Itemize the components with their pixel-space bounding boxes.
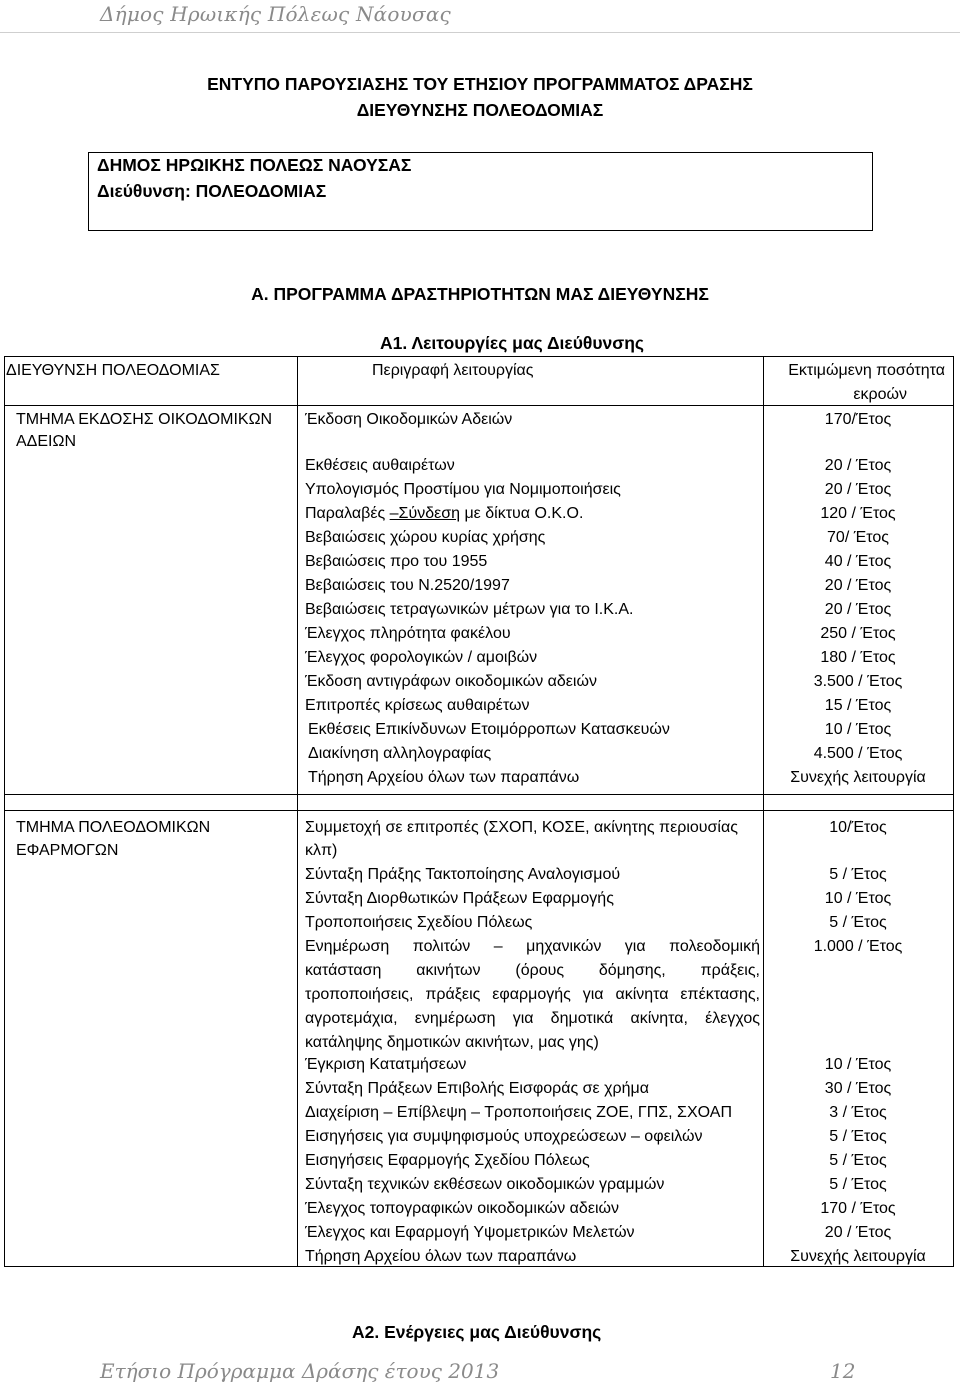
dept2-long-row-line: τροποποιήσεις, πράξεις εφαρμογής για ακίνητα επέκτασης, xyxy=(305,986,760,1003)
dept1-row-desc: Έλεγχος φορολογικών / αμοιβών xyxy=(305,649,538,666)
dept1-row-desc: Τήρηση Αρχείου όλων των παραπάνω xyxy=(308,769,580,786)
dept1-row-qty: 4.500 / Έτος xyxy=(813,745,903,762)
dept2-long-row-line: Ενημέρωση πολιτών – μηχανικών για πολεοδομική xyxy=(305,938,760,955)
dept2-row-desc: Σύνταξη Πράξης Τακτοποίησης Αναλογισμού xyxy=(305,866,621,883)
dept1-row-desc: Εκθέσεις αυθαιρέτων xyxy=(305,457,455,474)
table-col-divider-2 xyxy=(763,356,764,1266)
table-top-rule xyxy=(4,356,954,357)
dept2-row-desc: Έλεγχος και Εφαρμογή Υψομετρικών Μελετών xyxy=(305,1224,635,1241)
dept2-row-qty: 10 / Έτος xyxy=(824,1056,892,1073)
dept2-row-qty: 5 / Έτος xyxy=(829,914,887,931)
dept2-row1-qty: 10/Έτος xyxy=(829,819,887,836)
table-header-rule xyxy=(4,405,954,406)
underlined-text: –Σύνδεση xyxy=(389,505,461,522)
dept2-long-row-line: κατάσταση ακινήτων (όρους δόμησης, πράξεις, xyxy=(305,962,760,979)
dept1-row-qty: Συνεχής λειτουργία xyxy=(790,769,926,786)
dept2-row-qty: 30 / Έτος xyxy=(824,1080,892,1097)
dept2-row-desc: Σύνταξη Διορθωτικών Πράξεων Εφαρμογής xyxy=(305,890,614,907)
dept2-name-line1: ΤΜΗΜΑ ΠΟΛΕΟΔΟΜΙΚΩΝ xyxy=(16,819,211,836)
dept2-row1-desc-line2: κλπ) xyxy=(305,842,338,859)
dept2-row-qty: 20 / Έτος xyxy=(824,1224,892,1241)
section-a1-title: Α1. Λειτουργίες μας Διεύθυνσης xyxy=(380,333,645,353)
dept2-row-qty: 3 / Έτος xyxy=(829,1104,887,1121)
dept1-row-qty: 20 / Έτος xyxy=(824,457,892,474)
col3-header-line1: Εκτιμώμενη ποσότητα xyxy=(788,362,945,379)
dept1-row-qty: 15 / Έτος xyxy=(824,697,892,714)
table-dept-rule-bottom xyxy=(4,810,954,811)
dept2-row-desc: Διαχείριση – Επίβλεψη – Τροποποιήσεις ΖΟΕ, ΓΠΣ, ΣΧΟΑΠ xyxy=(305,1104,732,1121)
dept2-row-qty: 170 / Έτος xyxy=(820,1200,896,1217)
dept1-row-desc: Βεβαιώσεις χώρου κυρίας χρήσης xyxy=(305,529,546,546)
table-border-left xyxy=(4,356,5,1266)
section-a2-title: Α2. Ενέργειες μας Διεύθυνσης xyxy=(352,1322,602,1342)
dept1-row-qty: 20 / Έτος xyxy=(824,601,892,618)
dept1-row-desc: Εκθέσεις Επικίνδυνων Ετοιμόρροπων Κατασκευών xyxy=(308,721,670,738)
col3-header-line2: εκροών xyxy=(853,386,907,403)
table-dept-rule-top xyxy=(4,794,954,795)
dept1-row-qty: 250 / Έτος xyxy=(820,625,896,642)
municipality-name: ΔΗΜΟΣ ΗΡΩΙΚΗΣ ΠΟΛΕΩΣ ΝΑΟΥΣΑΣ xyxy=(97,155,412,175)
col2-header: Περιγραφή λειτουργίας xyxy=(372,362,534,379)
dept2-row-desc: Έγκριση Κατατμήσεων xyxy=(305,1056,467,1073)
dept1-row-qty: 180 / Έτος xyxy=(820,649,896,666)
dept2-row-desc: Τροποποιήσεις Σχεδίου Πόλεως xyxy=(305,914,533,931)
dept1-row-qty: 70/ Έτος xyxy=(827,529,889,546)
table-col-divider-1 xyxy=(297,356,298,1266)
dept1-row-desc: Βεβαιώσεις του Ν.2520/1997 xyxy=(305,577,510,594)
dept2-row-desc: Τήρηση Αρχείου όλων των παραπάνω xyxy=(305,1248,577,1265)
dept2-name-line2: ΕΦΑΡΜΟΓΩΝ xyxy=(16,842,119,859)
municipality-box xyxy=(88,152,873,231)
section-a-title: Α. ΠΡΟΓΡΑΜΜΑ ΔΡΑΣΤΗΡΙΟΤΗΤΩΝ ΜΑΣ ΔΙΕΥΘΥΝΣΗΣ xyxy=(251,284,709,304)
dept1-row-desc: Υπολογισμός Προστίμου για Νομιμοποιήσεις xyxy=(305,481,621,498)
dept2-row-qty: 5 / Έτος xyxy=(829,1176,887,1193)
dept1-row-qty: 10 / Έτος xyxy=(824,721,892,738)
dept1-row-qty: 170/Έτος xyxy=(824,411,892,428)
dept1-name-line2: ΑΔΕΙΩΝ xyxy=(16,433,76,450)
directorate-name: Διεύθυνση: ΠΟΛΕΟΔΟΜΙΑΣ xyxy=(97,181,327,201)
dept1-row-qty: 40 / Έτος xyxy=(824,553,892,570)
dept1-row-desc: Έκδοση αντιγράφων οικοδομικών αδειών xyxy=(305,673,597,690)
dept2-row1-desc-line1: Συμμετοχή σε επιτροπές (ΣΧΟΠ, ΚΟΣΕ, ακίνητης περιουσίας xyxy=(305,819,738,836)
dept2-row-qty: 10 / Έτος xyxy=(824,890,892,907)
dept1-row-desc: Διακίνηση αλληλογραφίας xyxy=(308,745,492,762)
header-rule xyxy=(0,32,960,33)
dept2-row-desc: Εισηγήσεις Εφαρμογής Σχεδίου Πόλεως xyxy=(305,1152,590,1169)
dept1-name-line1: ΤΜΗΜΑ ΕΚΔΟΣΗΣ ΟΙΚΟΔΟΜΙΚΩΝ xyxy=(16,411,273,428)
page-header: Δήμος Ηρωικής Πόλεως Νάουσας xyxy=(100,2,451,26)
dept2-long-row-line: κατάληψης δημοτικών ακινήτων, μας γης) xyxy=(305,1034,599,1051)
dept2-row-qty: 5 / Έτος xyxy=(829,1152,887,1169)
dept1-row-desc: Παραλαβές –Σύνδεση με δίκτυα Ο.Κ.Ο. xyxy=(305,505,584,522)
dept1-row-qty: 20 / Έτος xyxy=(824,577,892,594)
dept1-row-qty: 20 / Έτος xyxy=(824,481,892,498)
dept2-long-row-line: αγροτεμάχια, ενημέρωση για δημοτικά ακίνητα, έλεγχος xyxy=(305,1010,760,1027)
page-number: 12 xyxy=(830,1359,856,1383)
dept2-row-desc: Σύνταξη Πράξεων Επιβολής Εισφοράς σε χρήμα xyxy=(305,1080,649,1097)
col1-header: ΔΙΕΥΘΥΝΣΗ ΠΟΛΕΟΔΟΜΙΑΣ xyxy=(6,362,220,379)
dept2-row-qty: 5 / Έτος xyxy=(829,866,887,883)
dept2-row-desc: Σύνταξη τεχνικών εκθέσεων οικοδομικών γραμμών xyxy=(305,1176,665,1193)
dept1-row-desc: Βεβαιώσεις τετραγωνικών μέτρων για το Ι.Κ.Α. xyxy=(305,601,634,618)
dept2-row-desc: Εισηγήσεις για συμψηφισμούς υποχρεώσεων – οφειλών xyxy=(305,1128,703,1145)
dept1-row-qty: 120 / Έτος xyxy=(820,505,896,522)
table-border-right xyxy=(953,356,954,1266)
dept2-row-desc: Έλεγχος τοπογραφικών οικοδομικών αδειών xyxy=(305,1200,620,1217)
dept1-row-desc: Έλεγχος πληρότητα φακέλου xyxy=(305,625,511,642)
form-title-line2: ΔΙΕΥΘΥΝΣΗΣ ΠΟΛΕΟΔΟΜΙΑΣ xyxy=(356,100,604,120)
dept1-row-qty: 3.500 / Έτος xyxy=(813,673,903,690)
dept1-row-desc: Επιτροπές κρίσεως αυθαιρέτων xyxy=(305,697,530,714)
dept2-long-row-qty: 1.000 / Έτος xyxy=(813,938,903,955)
dept1-row-desc: Έκδοση Οικοδομικών Αδειών xyxy=(305,411,513,428)
dept1-row-desc: Βεβαιώσεις προ του 1955 xyxy=(305,553,488,570)
form-title-line1: ΕΝΤΥΠΟ ΠΑΡΟΥΣΙΑΣΗΣ ΤΟΥ ΕΤΗΣΙΟΥ ΠΡΟΓΡΑΜΜΑΤΟΣ ΔΡΑΣΗΣ xyxy=(207,74,753,94)
page-footer: Ετήσιο Πρόγραμμα Δράσης έτους 2013 xyxy=(100,1359,500,1383)
dept2-row-qty: Συνεχής λειτουργία xyxy=(790,1248,926,1265)
dept2-row-qty: 5 / Έτος xyxy=(829,1128,887,1145)
